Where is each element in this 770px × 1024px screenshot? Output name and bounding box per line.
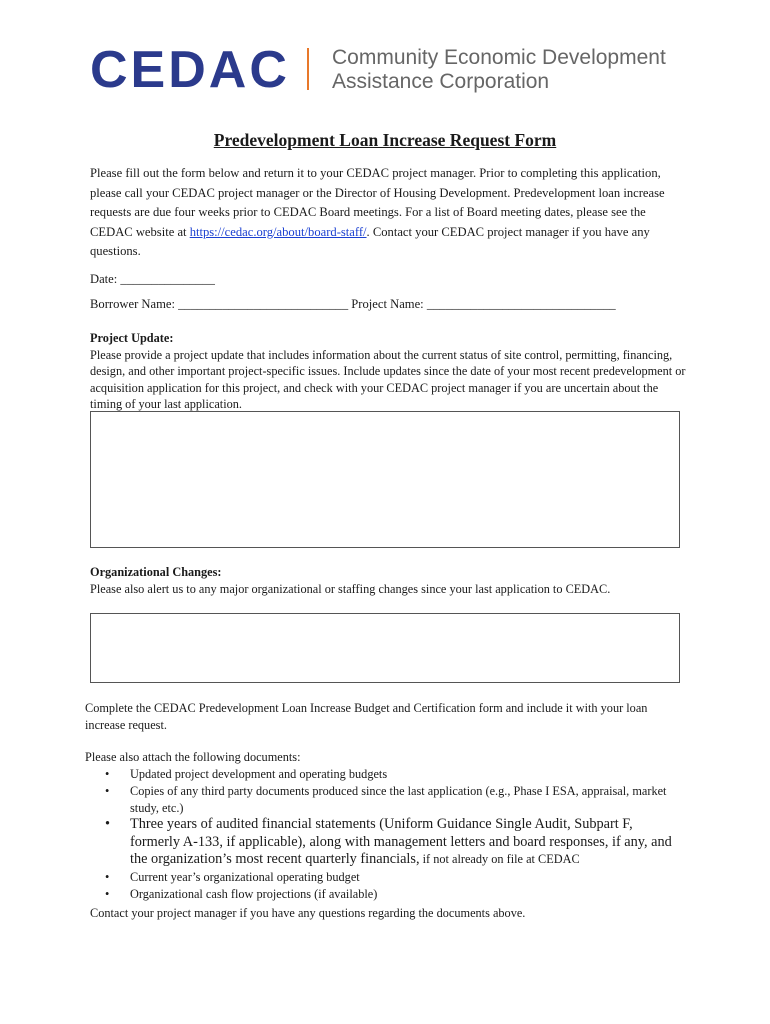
intro-text-tail: . Contact your CEDAC project manager if you have any questions. [90,224,650,258]
bullet-icon: • [105,816,111,833]
date-field[interactable]: Date: _______________ [90,272,215,286]
org-changes-section [90,564,690,597]
budget-note: Complete the CEDAC Predevelopment Loan Increase Budget and Certification form and include it with your loan increase request. [85,701,648,732]
project-update-textbox[interactable] [90,411,680,548]
attachments-intro: Please also attach the following documents: [85,750,301,764]
list-item: • Updated project development and operating budgets [105,767,388,781]
intro-text: Please fill out the form below and return it to your CEDAC project manager. Prior to completing this application, please call your CEDAC project manager or the Director of Housing Development. Predevelopment loan increase requests are due four weeks prior to CEDAC Board meetings. For a list of Board meeting dates, please see the CEDAC website at [90,166,665,239]
bullet-icon: • [105,783,110,798]
logo-wordmark: CEDAC [90,41,290,99]
bullet-icon: • [105,886,110,901]
project-update-heading: Project Update: [90,331,174,345]
org-changes-heading: Organizational Changes: [90,565,222,579]
attachments-list [85,766,685,902]
list-item: • Three years of audited financial statements (Uniform Guidance Single Audit, Subpart F, formerly A-133, if applicable), along with management letters and board responses, if any, and the organization’s most recent quarterly financials, if not already on file at CEDAC [105,816,672,868]
list-item: • Copies of any third party documents produced since the last application (e.g., Phase I ESA, appraisal, market study, etc.) [105,783,667,815]
list-item: • Organizational cash flow projections (if available) [105,886,378,901]
org-changes-textbox[interactable] [90,613,680,683]
project-update-instructions: Please provide a project update that includes information about the current status of site control, permitting, financing, design, and other important project-specific issues. Include updates since the date of your most recent predevelopment or acquisition application for this project, and check with your CEDAC project manager if you are uncertain about the timing of your last application. [90,347,686,412]
board-staff-link[interactable]: https://cedac.org/about/board-staff/ [189,224,367,239]
project-update-section [90,330,690,413]
cedac-logo [88,40,688,100]
org-changes-instructions: Please also alert us to any major organizational or staffing changes since your last application to CEDAC. [90,581,611,596]
org-name-line1: Community Economic Development [332,46,666,69]
org-name-line2: Assistance Corporation [332,70,550,93]
attachments-closing: Contact your project manager if you have any questions regarding the documents above. [90,906,526,920]
names-field[interactable]: Borrower Name: ___________________________ Project Name: ______________________________ [90,297,616,311]
bullet-icon: • [105,767,110,781]
list-item: • Current year’s organizational operating budget [105,869,360,884]
bullet-icon: • [105,869,110,884]
logo-divider [307,48,309,90]
form-title: Predevelopment Loan Increase Request Form [213,130,557,150]
intro-paragraph [90,164,690,262]
